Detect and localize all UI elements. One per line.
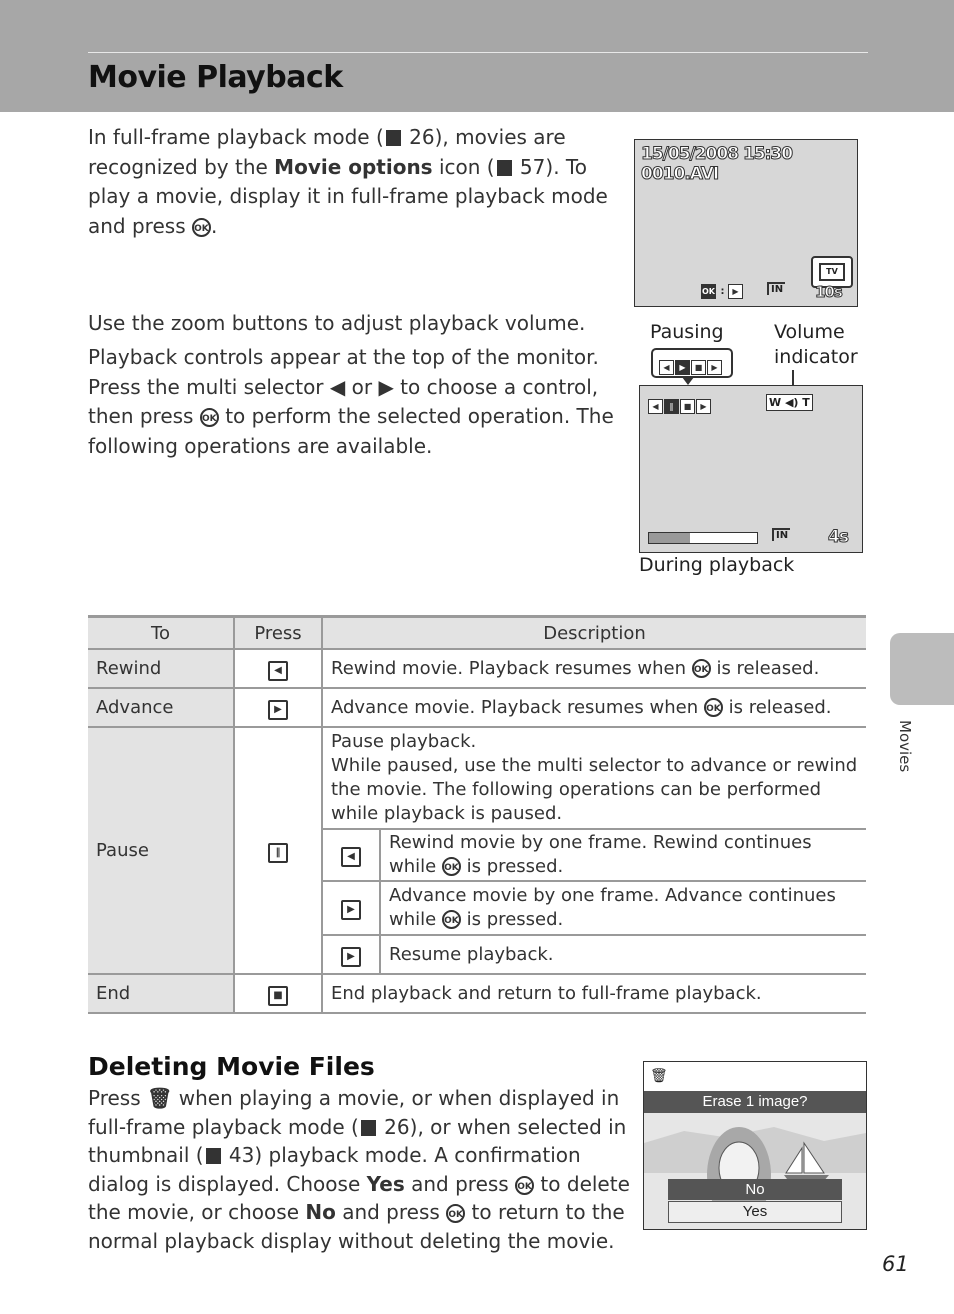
controls-paragraph (88, 343, 623, 461)
volume-w: W (769, 396, 782, 409)
volume-label-line1: Volume (774, 321, 845, 343)
delete-text: and press (404, 1171, 516, 1196)
frame-advance-cell (322, 881, 380, 935)
delete-paragraph (88, 1084, 633, 1255)
delete-text: when playing a movie, or when displayed in full-frame playback mode ( (88, 1086, 620, 1139)
ok-button-icon: OK (704, 698, 723, 717)
intro-text: icon ( (432, 154, 495, 179)
erase-dialog-title: Erase 1 image? (644, 1091, 866, 1113)
reference-icon (497, 160, 512, 176)
pause-description (322, 727, 866, 829)
trash-icon: 🗑 (650, 1068, 668, 1084)
play-icon: ▶ (341, 947, 361, 967)
section-tab (890, 633, 954, 705)
movie-options-icon: TV (811, 256, 853, 288)
volume-t: T (802, 396, 810, 409)
pause-icon: ‖ (664, 399, 679, 414)
remaining-time: 4s (828, 527, 848, 547)
advance-icon: ▶ (268, 700, 288, 720)
table-row (88, 649, 866, 688)
ok-play-indicator: OK : ▶ (701, 284, 744, 299)
ok-small-icon: OK (701, 284, 716, 299)
yes-label: Yes (366, 1171, 405, 1196)
play-icon: ▶ (728, 284, 743, 299)
stop-icon: ■ (680, 399, 695, 414)
header-to: To (88, 617, 234, 650)
advance-description (322, 688, 866, 727)
frame-rewind-description (380, 829, 866, 881)
desc-text: is released. (710, 657, 820, 679)
stop-icon: ■ (691, 360, 706, 375)
callout-pointer (682, 377, 694, 385)
internal-memory-icon: IN (772, 528, 790, 541)
ok-button-icon: OK (446, 1204, 465, 1223)
delete-text: to return to the normal playback display without deleting the movie. (88, 1200, 625, 1253)
pause-icon: ‖ (268, 843, 288, 863)
ok-button-icon: OK (692, 659, 711, 678)
intro-text: 57). To play a movie, display it in full-frame playback mode and press (88, 154, 608, 238)
header-press: Press (234, 617, 322, 650)
pausing-label: Pausing (650, 321, 724, 343)
rewind-icon: ◀ (648, 399, 663, 414)
table-row (88, 688, 866, 727)
volume-label-line2: indicator (774, 346, 858, 368)
volume-indicator: W ◀) T (766, 394, 813, 411)
section-heading: Deleting Movie Files (88, 1052, 375, 1081)
row-advance-label: Advance (88, 688, 234, 727)
header-description: Description (322, 617, 866, 650)
volume-paragraph: Use the zoom buttons to adjust playback volume. (88, 311, 586, 335)
reference-icon (361, 1120, 376, 1136)
controls-text: to perform the selected operation. The following operations are available. (88, 404, 614, 458)
intro-text: 26), movies are recognized by the (88, 125, 566, 179)
playback-controls (648, 394, 712, 414)
pause-controls-callout (651, 348, 733, 378)
movie-length: 10s (815, 283, 842, 301)
controls-text: Playback controls appear at the top of the monitor. Press the multi selector ◀ or ▶ to choose a control, then press (88, 345, 599, 428)
rewind-description (322, 649, 866, 688)
desc-text: is released. (722, 696, 832, 718)
trash-icon: 🗑 (147, 1086, 173, 1110)
frame-rewind-icon: ◀ (341, 847, 361, 867)
progress-fill (649, 533, 690, 543)
desc-text: Rewind movie by one frame. Rewind continues while (389, 832, 812, 877)
end-button-cell (234, 974, 322, 1013)
rewind-icon: ◀ (268, 661, 288, 681)
progress-bar (648, 532, 758, 544)
ok-button-icon: OK (442, 910, 461, 929)
screen-filename: 0010.AVI (641, 164, 719, 184)
internal-memory-icon: IN (767, 282, 785, 295)
table-header-row (88, 617, 866, 650)
header-rule (88, 52, 868, 53)
reference-icon (386, 130, 401, 146)
ok-button-icon: OK (442, 857, 461, 876)
stop-icon: ■ (268, 986, 288, 1006)
advance-button-cell (234, 688, 322, 727)
desc-text: Advance movie by one frame. Advance continues while (389, 885, 836, 930)
intro-paragraph (88, 123, 623, 241)
delete-text: and press (335, 1200, 447, 1224)
section-label: Movies (896, 720, 914, 773)
intro-text: . (210, 213, 218, 238)
table-row (88, 974, 866, 1013)
pause-button-cell (234, 727, 322, 974)
desc-text: is pressed. (460, 856, 564, 877)
resume-description: Resume playback. (380, 935, 866, 974)
delete-text: to delete the movie, or choose (88, 1171, 630, 1224)
rewind-button-cell (234, 649, 322, 688)
ok-button-icon: OK (515, 1176, 534, 1195)
delete-text: 26), or when selected in thumbnail ( (88, 1114, 627, 1167)
rewind-frame-icon: ◀ (659, 360, 674, 375)
frame-advance-description (380, 881, 866, 935)
row-rewind-label: Rewind (88, 649, 234, 688)
operations-table (88, 615, 866, 1014)
dialog-no-option[interactable]: No (668, 1179, 842, 1200)
advance-icon: ▶ (696, 399, 711, 414)
header-band (0, 0, 954, 112)
desc-text: Rewind movie. Playback resumes when (331, 657, 692, 679)
playback-screen (639, 385, 863, 553)
movie-options-label: Movie options (274, 154, 433, 179)
page-title: Movie Playback (88, 60, 343, 95)
advance-frame-icon: ▶ (707, 360, 722, 375)
frame-rewind-cell (322, 829, 380, 881)
row-end-label: End (88, 974, 234, 1013)
desc-text: Advance movie. Playback resumes when (331, 696, 704, 718)
pause-desc-line2: While paused, use the multi selector to advance or rewind the movie. The following operations can be performed while playback is paused. (331, 755, 858, 824)
ok-button-icon: OK (192, 218, 211, 237)
dialog-yes-option[interactable]: Yes (668, 1201, 842, 1223)
delete-text: Press (88, 1086, 147, 1110)
ok-button-icon: OK (200, 408, 219, 427)
row-pause-label: Pause (88, 727, 234, 974)
full-frame-screen (634, 139, 858, 307)
page-number: 61 (882, 1252, 909, 1276)
play-icon: ▶ (675, 360, 690, 375)
during-playback-caption: During playback (639, 554, 795, 576)
screen-date: 15/05/2008 15:30 (641, 144, 793, 164)
intro-text: In full-frame playback mode ( (88, 125, 384, 149)
no-label: No (305, 1200, 336, 1224)
erase-dialog-screen (643, 1061, 867, 1230)
delete-text: 43) playback mode. A confirmation dialog is displayed. Choose (88, 1143, 581, 1196)
end-description: End playback and return to full-frame playback. (322, 974, 866, 1013)
frame-advance-icon: ▶ (341, 900, 361, 920)
reference-icon (206, 1148, 221, 1164)
table-row (88, 727, 866, 829)
pause-desc-line1: Pause playback. (331, 731, 477, 752)
desc-text: is pressed. (460, 909, 564, 930)
resume-cell (322, 935, 380, 974)
